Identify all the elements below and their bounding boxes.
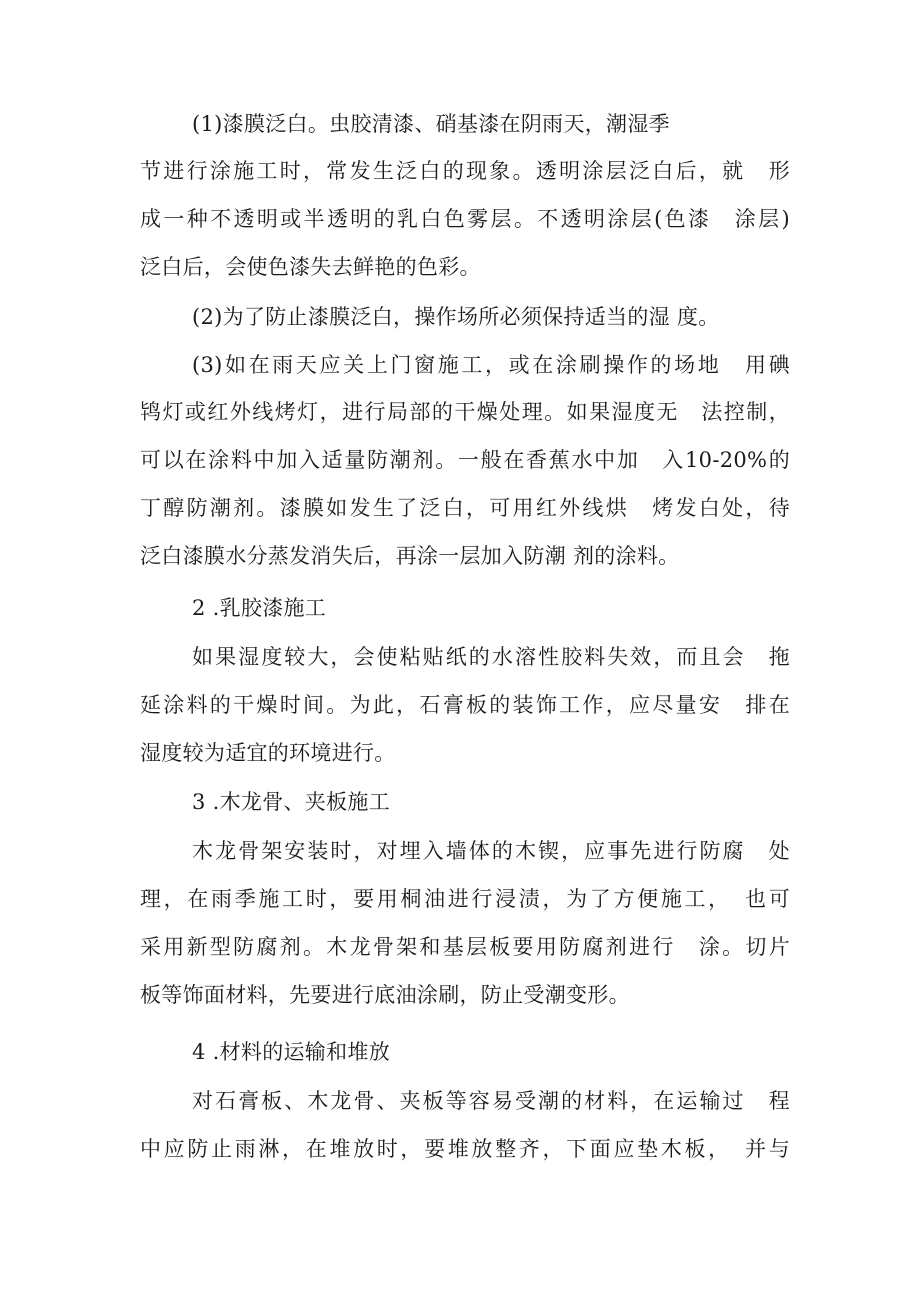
paragraph-line: 延涂料的干燥时间。为此，石膏板的装饰工作，应尽量安 排在 (140, 693, 790, 717)
paragraph-line: 成一种不透明或半透明的乳白色雾层。不透明涂层(色漆 涂层) (140, 207, 790, 231)
paragraph-line: 理，在雨季施工时，要用桐油进行浸渍，为了方便施工， 也可 (140, 887, 790, 911)
paragraph-line: 采用新型防腐剂。木龙骨架和基层板要用防腐剂进行 涂。切片 (140, 935, 790, 959)
paragraph-line: 对石膏板、木龙骨、夹板等容易受潮的材料，在运输过 程 (192, 1089, 790, 1113)
section-heading: 3 .木龙骨、夹板施工 (192, 790, 391, 814)
paragraph-line: 鸨灯或红外线烤灯，进行局部的干燥处理。如果湿度无 法控制， (140, 400, 790, 424)
paragraph-line: 木龙骨架安装时，对埋入墙体的木锲，应事先进行防腐 处 (192, 839, 790, 863)
paragraph-line: 板等饰面材料，先要进行底油涂刷，防止受潮变形。 (140, 983, 630, 1007)
paragraph-line: (1)漆膜泛白。虫胶清漆、硝基漆在阴雨天，潮湿季 (192, 112, 670, 136)
paragraph-line: (2)为了防止漆膜泛白，操作场所必须保持适当的湿 度。 (192, 305, 720, 329)
paragraph-line: 可以在涂料中加入适量防潮剂。一般在香蕉水中加 入10-20%的 (140, 448, 790, 472)
paragraph-line: 丁醇防潮剂。漆膜如发生了泛白，可用红外线烘 烤发白处，待 (140, 496, 790, 520)
paragraph-line: 泛白漆膜水分蒸发消失后，再涂一层加入防潮 剂的涂料。 (140, 544, 680, 568)
paragraph-line: 如果湿度较大，会使粘贴纸的水溶性胶料失效，而且会 拖 (192, 645, 790, 669)
paragraph-line: 泛白后，会使色漆失去鲜艳的色彩。 (140, 255, 481, 279)
section-heading: 2 .乳胶漆施工 (192, 596, 327, 620)
section-heading: 4 .材料的运输和堆放 (192, 1040, 391, 1064)
paragraph-line: 中应防止雨淋，在堆放时，要堆放整齐，下面应垫木板， 并与 (140, 1137, 790, 1161)
paragraph-line: 湿度较为适宜的环境进行。 (140, 741, 396, 765)
paragraph-line: 节进行涂施工时，常发生泛白的现象。透明涂层泛白后，就 形 (140, 159, 790, 183)
paragraph-line: (3)如在雨天应关上门窗施工，或在涂刷操作的场地 用碘 (192, 353, 790, 377)
